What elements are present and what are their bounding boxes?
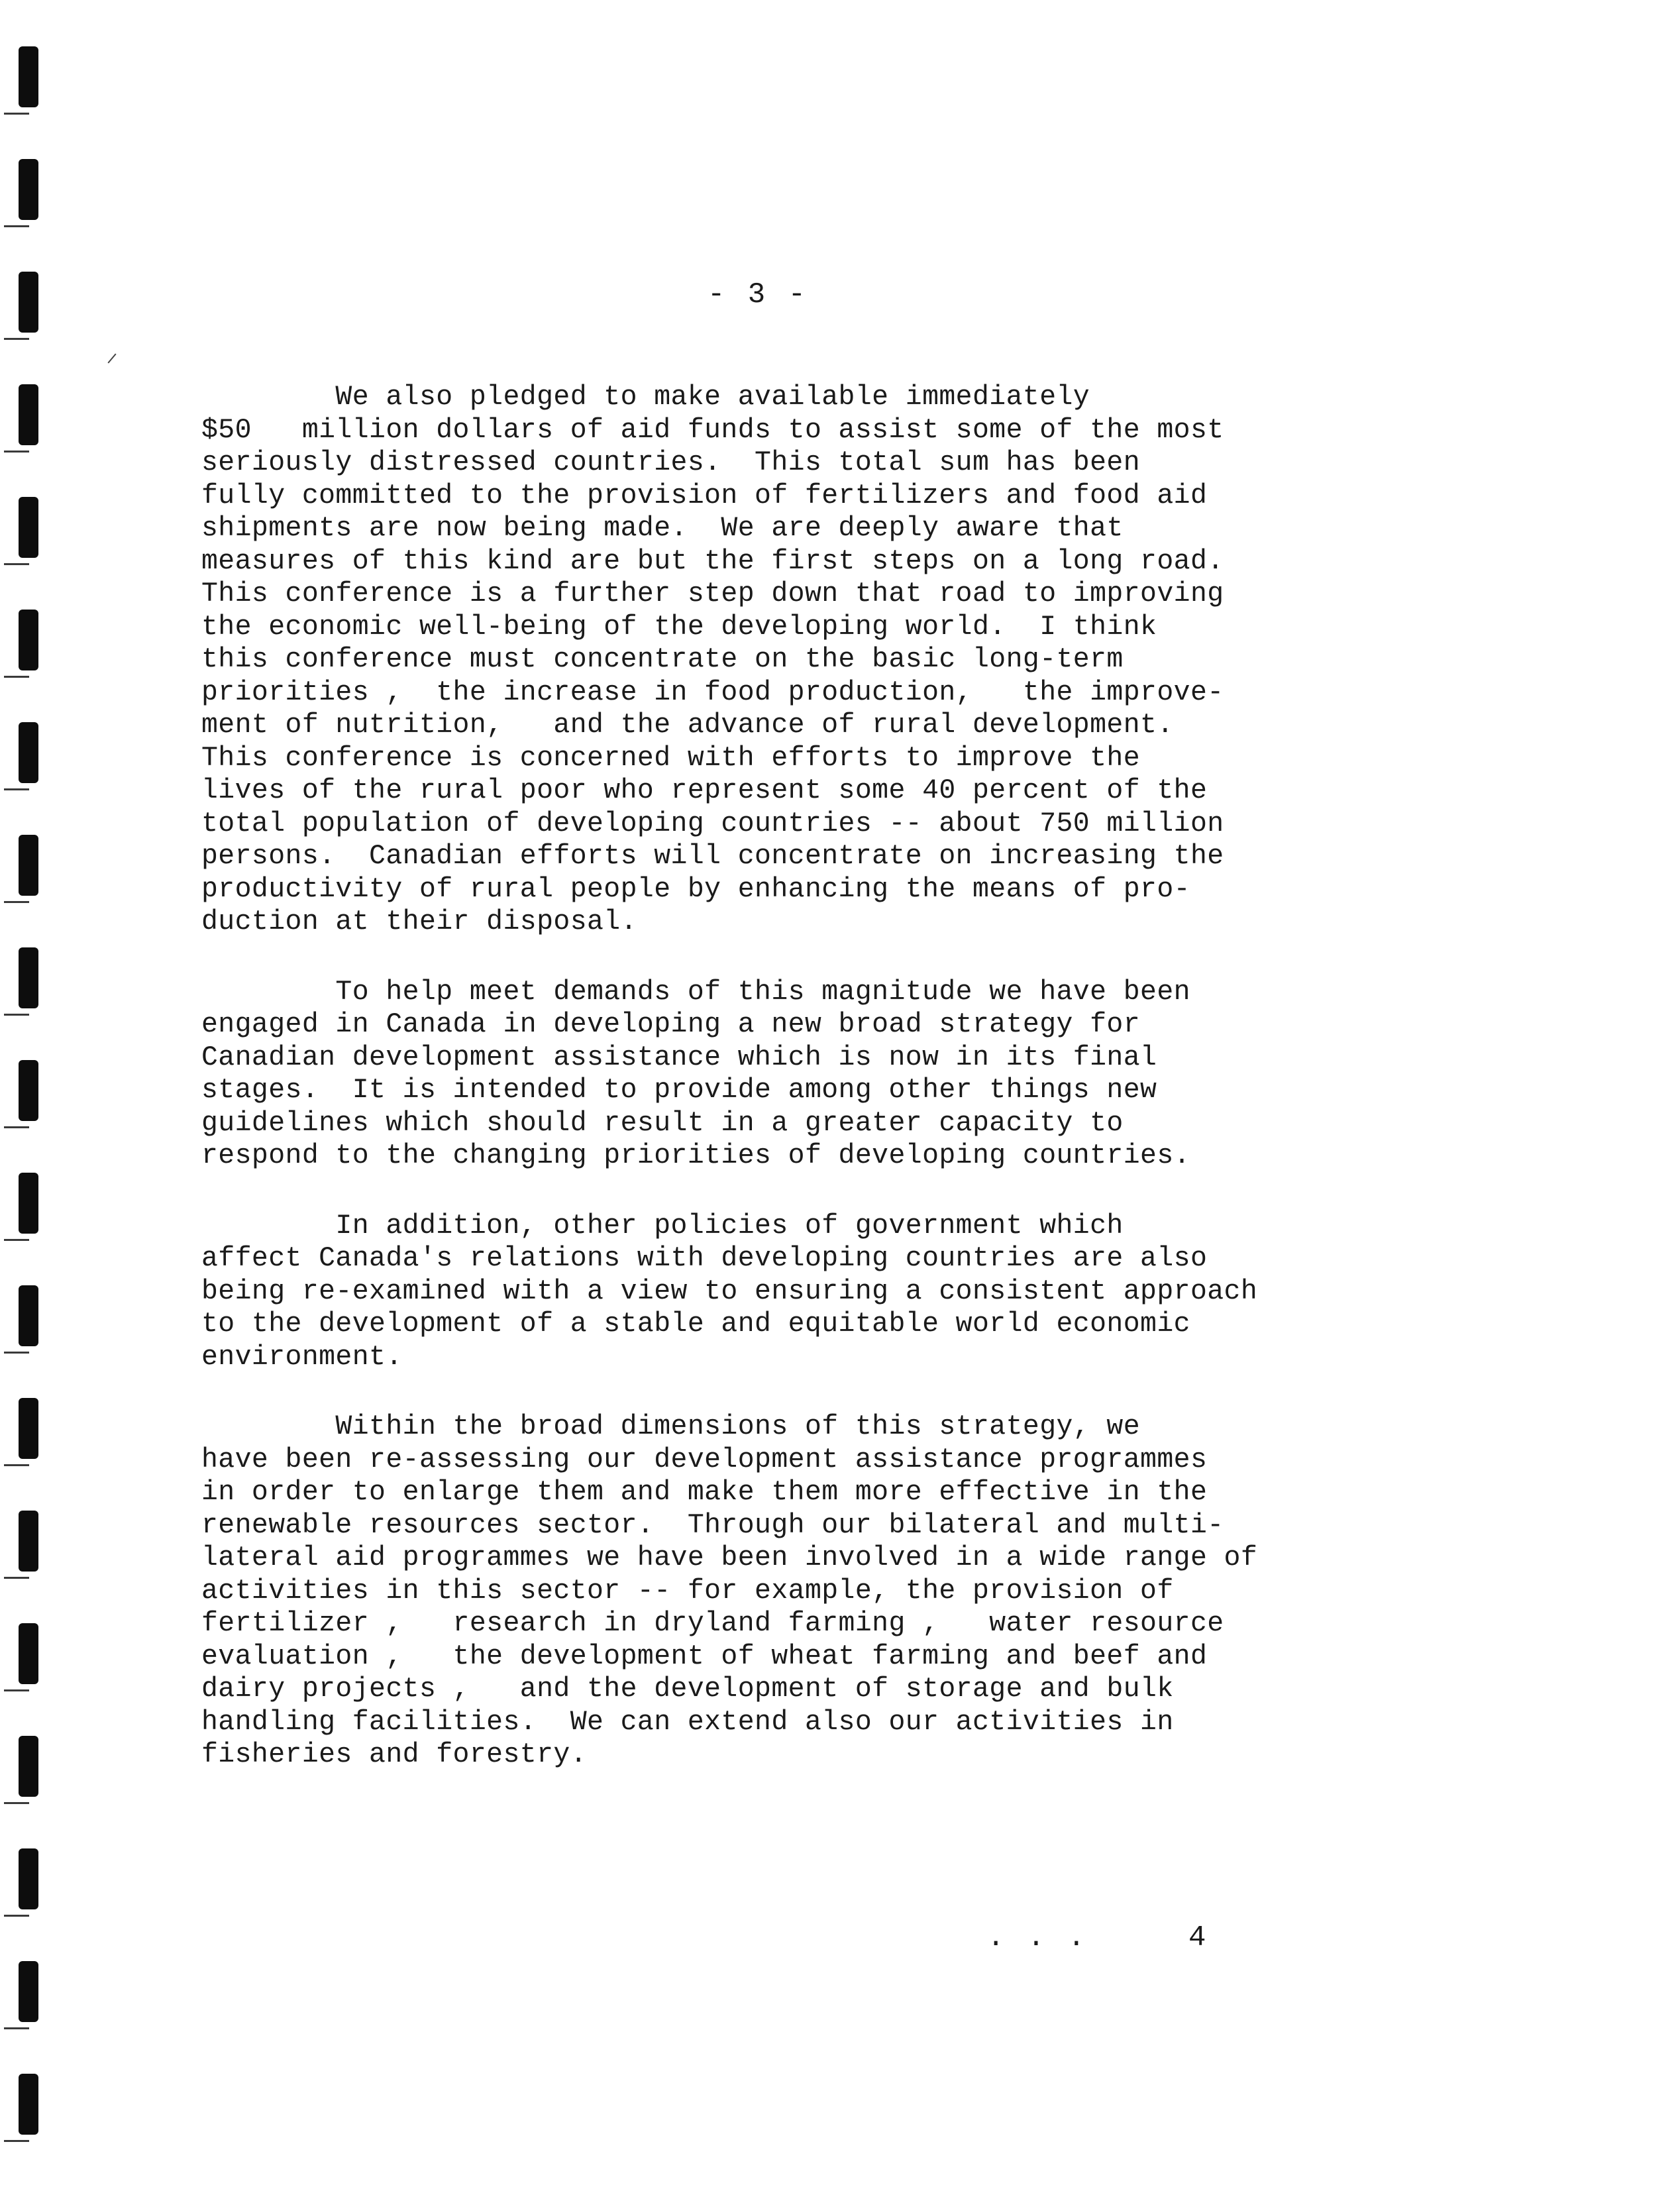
binding-tick — [4, 2140, 29, 2142]
text-line: in order to enlarge them and make them more effective in the — [201, 1477, 1208, 1508]
binding-strip — [0, 0, 60, 2189]
text-line: In addition, other policies of government which — [201, 1210, 1124, 1242]
text-line: To help meet demands of this magnitude we have been — [201, 976, 1190, 1008]
text-line: total population of developing countries -- about 750 million — [201, 808, 1224, 839]
text-line: dairy projects , and the development of storage and bulk — [201, 1674, 1174, 1705]
text-line: duction at their disposal. — [201, 906, 637, 937]
binding-tick — [4, 1239, 29, 1241]
binding-tick — [4, 1352, 29, 1354]
binding-tick — [4, 1014, 29, 1016]
text-line: stages. It is intended to provide among other things new — [201, 1075, 1157, 1106]
paragraph — [201, 381, 1473, 939]
text-line: activities in this sector -- for example, the provision of — [201, 1575, 1174, 1607]
binding-hole — [19, 1511, 38, 1572]
binding-tick — [4, 1126, 29, 1128]
text-line: Canadian development assistance which is now in its final — [201, 1041, 1157, 1073]
binding-tick — [4, 225, 29, 227]
binding-tick — [4, 1577, 29, 1579]
binding-hole — [19, 1736, 38, 1797]
binding-hole — [19, 1398, 38, 1459]
text-line: $50 million dollars of aid funds to assist some of the most — [201, 414, 1224, 446]
binding-hole — [19, 835, 38, 896]
binding-hole — [19, 497, 38, 558]
text-line: fully committed to the provision of fertilizers and food aid — [201, 480, 1208, 511]
binding-tick — [4, 2027, 29, 2029]
text-line: persons. Canadian efforts will concentrate on increasing the — [201, 841, 1224, 872]
binding-hole — [19, 159, 38, 220]
binding-hole — [19, 384, 38, 445]
text-line: this conference must concentrate on the basic long-term — [201, 644, 1124, 675]
text-line: This conference is concerned with efforts to improve the — [201, 742, 1141, 774]
text-line: renewable resources sector. Through our bilateral and multi- — [201, 1509, 1224, 1541]
binding-hole — [19, 1961, 38, 2022]
binding-tick — [4, 338, 29, 340]
binding-tick — [4, 788, 29, 790]
text-line: evaluation , the development of wheat farming and beef and — [201, 1640, 1208, 1672]
binding-hole — [19, 272, 38, 333]
text-line: shipments are now being made. We are deeply aware that — [201, 513, 1124, 544]
binding-tick — [4, 1802, 29, 1804]
text-line: priorities , the increase in food production, the improve- — [201, 676, 1224, 708]
text-line: This conference is a further step down that road to improving — [201, 578, 1224, 610]
text-line: affect Canada's relations with developing countries are also — [201, 1243, 1208, 1274]
text-line: measures of this kind are but the first steps on a long road. — [201, 545, 1224, 577]
text-line: ment of nutrition, and the advance of rural development. — [201, 710, 1174, 741]
binding-tick — [4, 451, 29, 453]
binding-hole — [19, 2074, 38, 2135]
stray-pen-mark — [107, 353, 116, 363]
text-line: environment. — [201, 1341, 403, 1373]
text-line: We also pledged to make available immediately — [201, 382, 1090, 413]
text-line: guidelines which should result in a greater capacity to — [201, 1107, 1124, 1139]
text-line: productivity of rural people by enhancing the means of pro- — [201, 873, 1190, 905]
text-line: engaged in Canada in developing a new broad strategy for — [201, 1009, 1141, 1040]
binding-tick — [4, 1915, 29, 1917]
body-text — [201, 381, 1473, 1809]
binding-hole — [19, 1173, 38, 1234]
text-line: the economic well-being of the developing world. I think — [201, 611, 1157, 643]
page-number: - 3 - — [708, 278, 809, 311]
text-line: lateral aid programmes we have been involved in a wide range of — [201, 1542, 1258, 1574]
text-line: have been re-assessing our development assistance programmes — [201, 1444, 1208, 1475]
binding-tick — [4, 1689, 29, 1691]
binding-hole — [19, 722, 38, 783]
binding-tick — [4, 901, 29, 903]
continuation-marker: . . . 4 — [987, 1921, 1209, 1954]
binding-hole — [19, 1848, 38, 1909]
binding-tick — [4, 563, 29, 565]
paragraph — [201, 1210, 1473, 1374]
binding-hole — [19, 610, 38, 670]
text-line: seriously distressed countries. This total sum has been — [201, 447, 1141, 478]
binding-hole — [19, 1623, 38, 1684]
binding-hole — [19, 1285, 38, 1346]
text-line: fertilizer , research in dryland farming , water resource — [201, 1608, 1224, 1639]
binding-hole — [19, 947, 38, 1008]
text-line: fisheries and forestry. — [201, 1739, 587, 1770]
text-line: handling facilities. We can extend also our activities in — [201, 1706, 1174, 1738]
binding-hole — [19, 46, 38, 107]
text-line: to the development of a stable and equitable world economic — [201, 1308, 1190, 1340]
text-line: being re-examined with a view to ensuring a consistent approach — [201, 1275, 1258, 1307]
paragraph — [201, 1411, 1473, 1772]
binding-tick — [4, 1464, 29, 1466]
text-line: respond to the changing priorities of developing countries. — [201, 1140, 1190, 1171]
text-line: lives of the rural poor who represent some 40 percent of the — [201, 775, 1208, 806]
binding-tick — [4, 676, 29, 678]
binding-tick — [4, 113, 29, 115]
text-line: Within the broad dimensions of this strategy, we — [201, 1411, 1141, 1442]
binding-hole — [19, 1060, 38, 1121]
paragraph — [201, 976, 1473, 1173]
